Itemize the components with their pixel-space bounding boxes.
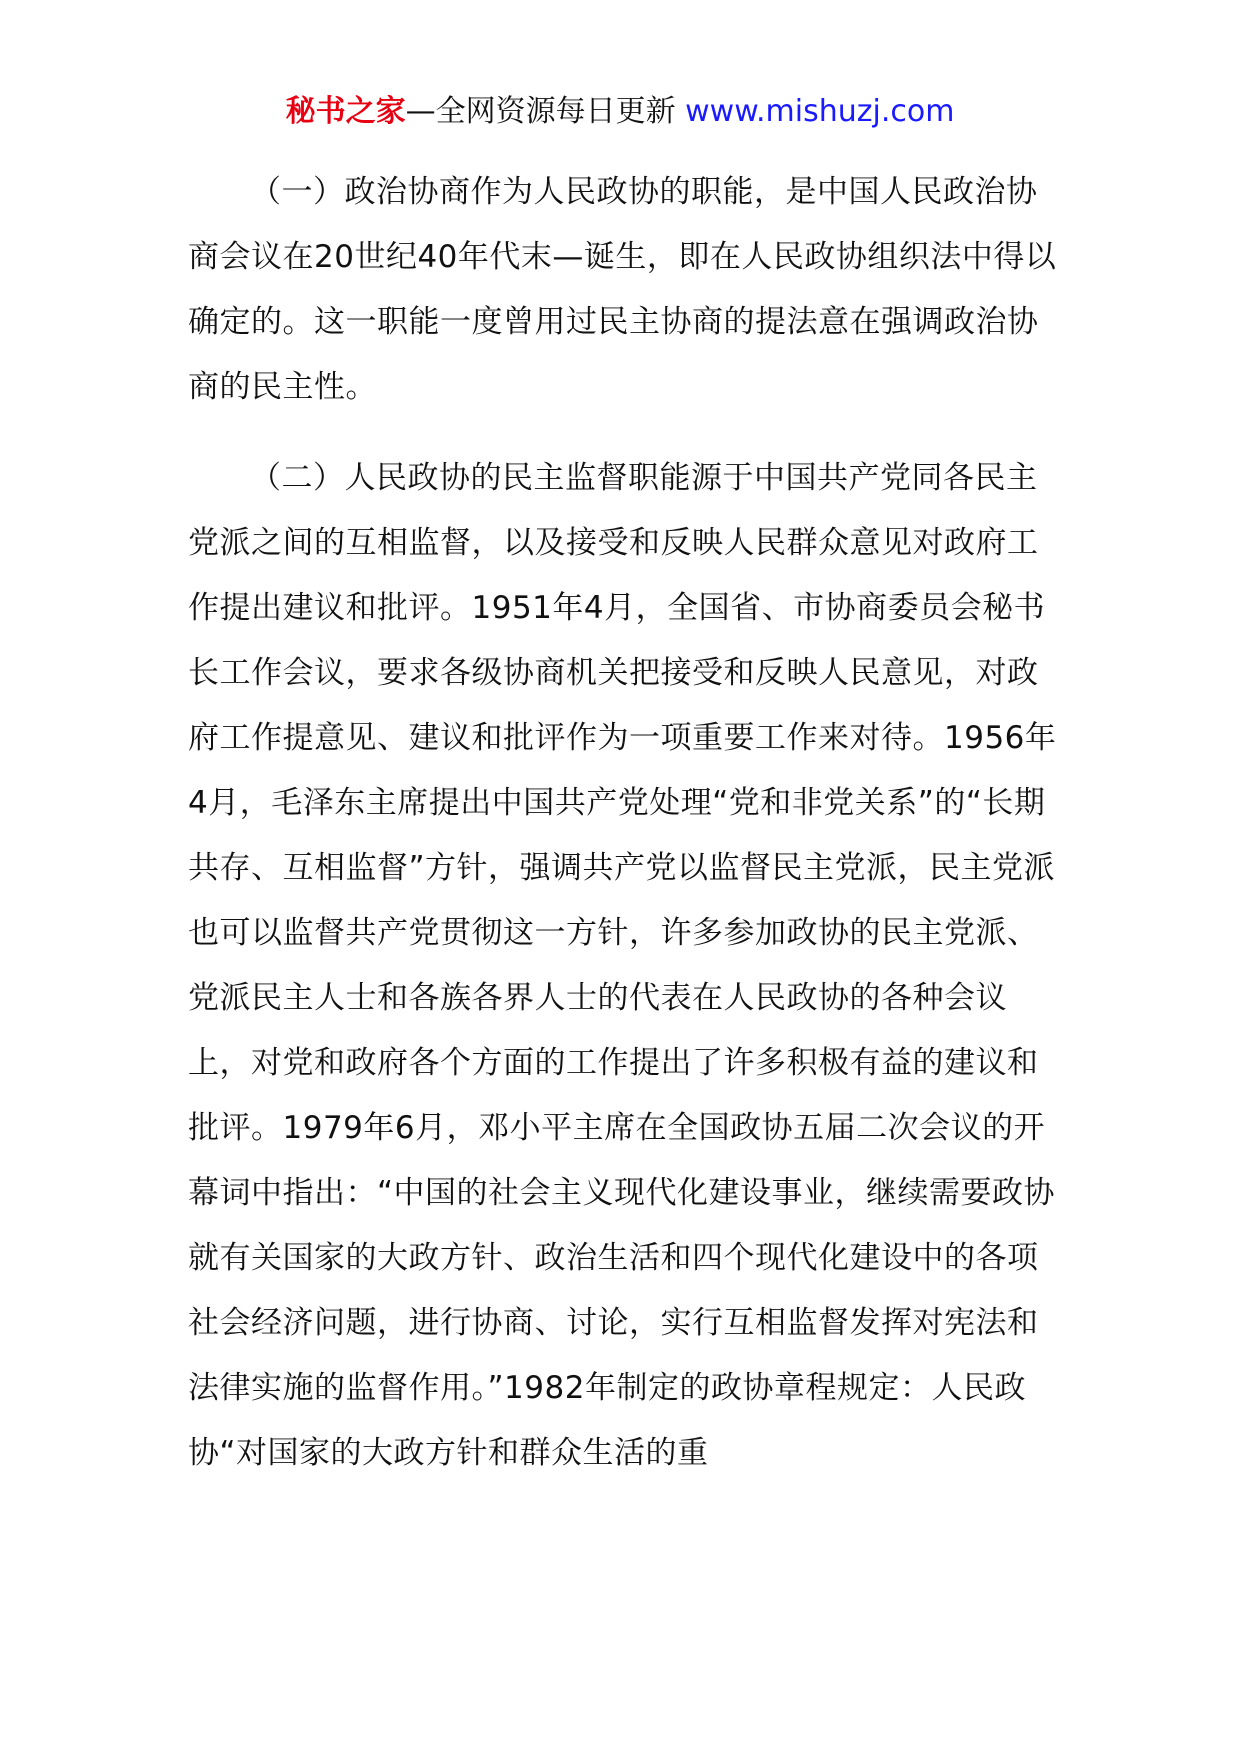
site-url-link[interactable]: www.mishuzj.com xyxy=(685,94,955,129)
site-slogan: —全网资源每日更新 xyxy=(405,94,686,129)
site-brand: 秘书之家 xyxy=(285,94,406,129)
site-header xyxy=(0,92,1240,132)
paragraph-political-consultation: （一）政治协商作为人民政协的职能，是中国人民政治协商会议在20世纪40年代末—诞生，即在人民政协组织法中得以确定的。这一职能一度曾用过民主协商的提法意在强调政治协商的民主性。 xyxy=(188,174,1057,405)
document-body xyxy=(188,160,1068,1486)
paragraph-democratic-supervision: （二）人民政协的民主监督职能源于中国共产党同各民主党派之间的互相监督，以及接受和反映人民群众意见对政府工作提出建议和批评。1951年4月，全国省、市协商委员会秘书长工作会议，要求各级协商机关把接受和反映人民意见，对政府工作提意见、建议和批评作为一项重要工作来对待。1956年4月，毛泽东主席提出中国共产党处理“党和非党关系”的“长期共存、互相监督”方针，强调共产党以监督民主党派，民主党派也可以监督共产党贯彻这一方针，许多参加政协的民主党派、党派民主人士和各族各界人士的代表在人民政协的各种会议上，对党和政府各个方面的工作提出了许多积极有益的建议和批评。1979年6月，邓小平主席在全国政协五届二次会议的开幕词中指出：“中国的社会主义现代化建设事业，继续需要政协就有关国家的大政方针、政治生活和四个现代化建设中的各项社会经济问题，进行协商、讨论，实行互相监督发挥对宪法和法律实施的监督作用。”1982年制定的政协章程规定：人民政协“对国家的大政方针和群众生活的重 xyxy=(188,460,1057,1471)
